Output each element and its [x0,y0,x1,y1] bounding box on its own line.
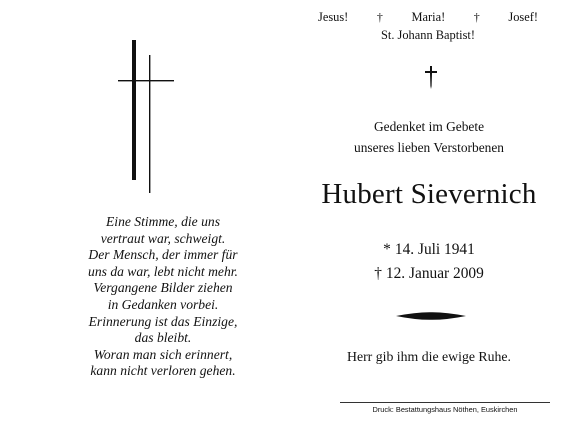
poem-line: in Gedanken vorbei. [107,296,219,312]
invocation-line [318,10,538,25]
commemoration-line: unseres lieben Verstorbenen [354,140,504,155]
birth-line [300,238,558,262]
poem-line: Erinnerung ist das Einzige, [88,313,238,329]
commemoration-text [300,116,558,158]
birth-star-icon: * [383,241,391,258]
life-dates [300,238,558,286]
deceased-name: Hubert Sievernich [321,178,537,210]
birth-date: 14. Juli 1941 [394,241,475,258]
small-cross-icon [423,64,439,90]
invocation-jesus: Jesus! [318,10,349,24]
death-date: 12. Januar 2009 [385,265,484,282]
dagger-separator: † [473,10,480,24]
death-line [300,262,558,286]
poem-line: kann nicht verloren gehen. [90,363,236,379]
poem-line: Eine Stimme, die uns [105,214,220,229]
poem-line: Vergangene Bilder ziehen [93,280,233,296]
patron-saint: St. Johann Baptist! [381,28,475,42]
invocation-josef: Josef! [508,10,538,24]
invocation-maria: Maria! [411,10,446,24]
commemoration-line: Gedenket im Gebete [373,119,485,134]
poem-line: uns da war, lebt nicht mehr. [88,263,238,279]
blessing-text: Herr gib ihm die ewige Ruhe. [347,349,511,364]
printer-credit: Druck: Bestattungshaus Nöthen, Euskirchen [340,402,550,414]
poem-line: Der Mensch, der immer für [88,247,238,263]
poem [52,214,274,380]
divider-ornament-icon [396,311,466,321]
poem-line: Woran man sich erinnert, [93,346,233,362]
dagger-separator: † [376,10,383,24]
poem-line: das bleibt. [134,330,192,346]
poem-line: vertraut war, schweigt. [100,230,226,246]
death-dagger-icon: † [374,265,382,282]
